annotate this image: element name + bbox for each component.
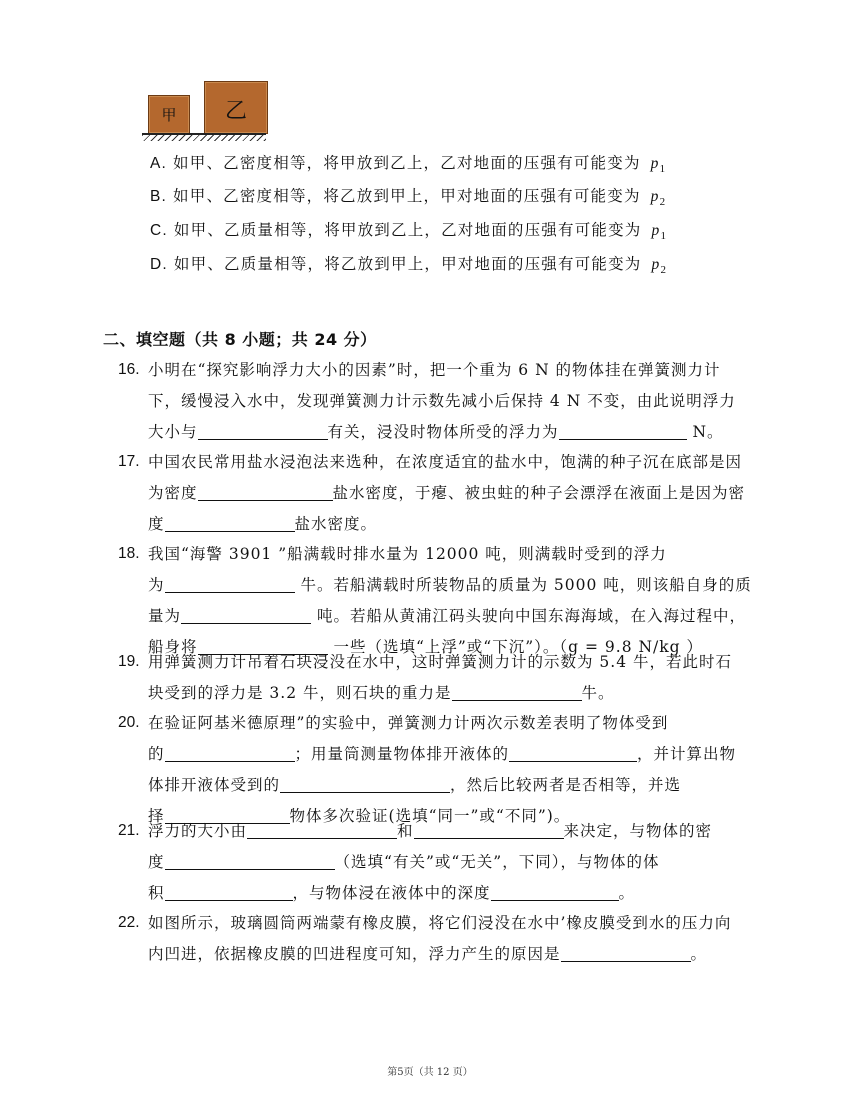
block-yi [204, 81, 268, 134]
answer-blank[interactable] [414, 820, 564, 839]
page-footer: 第5页（共 12 页） [387, 1067, 473, 1078]
question-line: 为密度 盐水密度，于瘪、被虫蛀的种子会漂浮在液面上是因为密 [148, 484, 746, 502]
option-sub: 1 [659, 163, 667, 176]
option-text: 如甲、乙质量相等，将甲放到乙上，乙对地面的压强有可能变为 [173, 221, 642, 239]
question-line: 中国农民常用盐水浸泡法来选种，在浓度适宜的盐水中，饱满的种子沉在底部是因 [148, 453, 743, 471]
option-b [150, 184, 666, 208]
answer-blank[interactable] [165, 851, 335, 870]
answer-blank[interactable] [452, 682, 582, 701]
option-letter: B. [150, 188, 168, 205]
question-line: 下，缓慢浸入水中，发现弹簧测力计示数先减小后保持 4 N 不变，由此说明浮力 [148, 392, 736, 410]
question-line: 大小与 有关，浸没时物体所受的浮力为 N。 [148, 423, 724, 441]
block-jia [148, 95, 190, 134]
answer-blank[interactable] [165, 513, 295, 532]
answer-blank[interactable] [247, 820, 397, 839]
answer-blank[interactable] [509, 743, 637, 762]
answer-blank[interactable] [559, 421, 687, 440]
blocks-figure [148, 78, 266, 140]
answer-blank[interactable] [165, 743, 295, 762]
option-var: p [650, 188, 660, 205]
question-line: 体排开液体受到的 ，然后比较两者是否相等，并选 [148, 776, 682, 794]
question-number: 16. [118, 361, 140, 378]
question-line: 块受到的浮力是 3.2 牛，则石块的重力是 牛。 [148, 684, 615, 702]
question-line: 用弹簧测力计吊着石块浸没在水中，这时弹簧测力计的示数为 5.4 牛，若此时石 [148, 653, 733, 671]
option-text: 如甲、乙密度相等，将乙放到甲上，甲对地面的压强有可能变为 [173, 187, 641, 205]
question-line: 量为 吨。若船从黄浦江码头驶向中国东海海域，在入海过程中， [148, 607, 746, 625]
question-line: 如图所示，玻璃圆筒两端蒙有橡皮膜，将它们浸没在水中’橡皮膜受到水的压力向 [148, 914, 732, 932]
option-c [150, 218, 667, 242]
answer-blank[interactable] [165, 882, 293, 901]
option-var: p [650, 155, 660, 172]
option-letter: D. [150, 256, 168, 273]
block-yi-label: 乙 [224, 99, 247, 124]
option-var: p [651, 256, 661, 273]
question-line: 船身将 一些（选填“上浮”或“下沉”）。（g = 9.8 N/kg ） [148, 638, 704, 656]
option-letter: A. [150, 155, 168, 172]
question-line: 小明在“探究影响浮力大小的因素”时，把一个重为 6 N 的物体挂在弹簧测力计 [148, 361, 721, 379]
question-line: 积 ，与物体浸在液体中的深度 。 [148, 884, 636, 902]
answer-blank[interactable] [181, 605, 311, 624]
answer-blank[interactable] [561, 943, 691, 962]
answer-blank[interactable] [280, 774, 450, 793]
question-line: 度 （选填“有关”或“无关”，下同），与物体的体 [148, 853, 660, 871]
section-title: 二、填空题（共 8 小题；共 24 分） [103, 330, 377, 349]
option-d [150, 252, 667, 276]
question-line: 为 牛。若船满载时所装物品的质量为 5000 吨，则该船自身的质 [148, 576, 752, 594]
option-sub: 1 [660, 230, 668, 243]
question-line: 内凹进，依据橡皮膜的凹进程度可知，浮力产生的原因是 。 [148, 945, 708, 963]
answer-blank[interactable] [198, 482, 333, 501]
question-number: 19. [118, 653, 140, 670]
question-line: 我国“海警 3901 ”船满载时排水量为 12000 吨，则满载时受到的浮力 [148, 545, 667, 563]
question-line: 度 盐水密度。 [148, 515, 378, 533]
question-line: 择 物体多次验证(选填“同一”或“不同”)。 [148, 807, 571, 825]
option-text: 如甲、乙密度相等，将甲放到乙上，乙对地面的压强有可能变为 [173, 154, 641, 172]
question-number: 20. [118, 714, 140, 731]
question-number: 22. [118, 914, 140, 931]
option-a [150, 151, 666, 175]
option-text: 如甲、乙质量相等，将乙放到甲上，甲对地面的压强有可能变为 [173, 255, 642, 273]
question-line: 浮力的大小由 和 来决定，与物体的密 [148, 822, 713, 840]
answer-blank[interactable] [491, 882, 619, 901]
question-number: 21. [118, 822, 140, 839]
question-number: 17. [118, 453, 140, 470]
option-sub: 2 [659, 196, 667, 209]
question-line: 的 ；用量筒测量物体排开液体的 ，并计算出物 [148, 745, 737, 763]
ground-hatch [142, 135, 266, 141]
answer-blank[interactable] [165, 574, 295, 593]
question-number: 18. [118, 545, 140, 562]
block-jia-label: 甲 [161, 106, 177, 124]
option-var: p [651, 222, 661, 239]
question-line: 在验证阿基米德原理”的实验中，弹簧测力计两次示数差表明了物体受到 [148, 714, 669, 732]
option-letter: C. [150, 222, 168, 239]
answer-blank[interactable] [198, 421, 328, 440]
option-sub: 2 [660, 264, 668, 277]
